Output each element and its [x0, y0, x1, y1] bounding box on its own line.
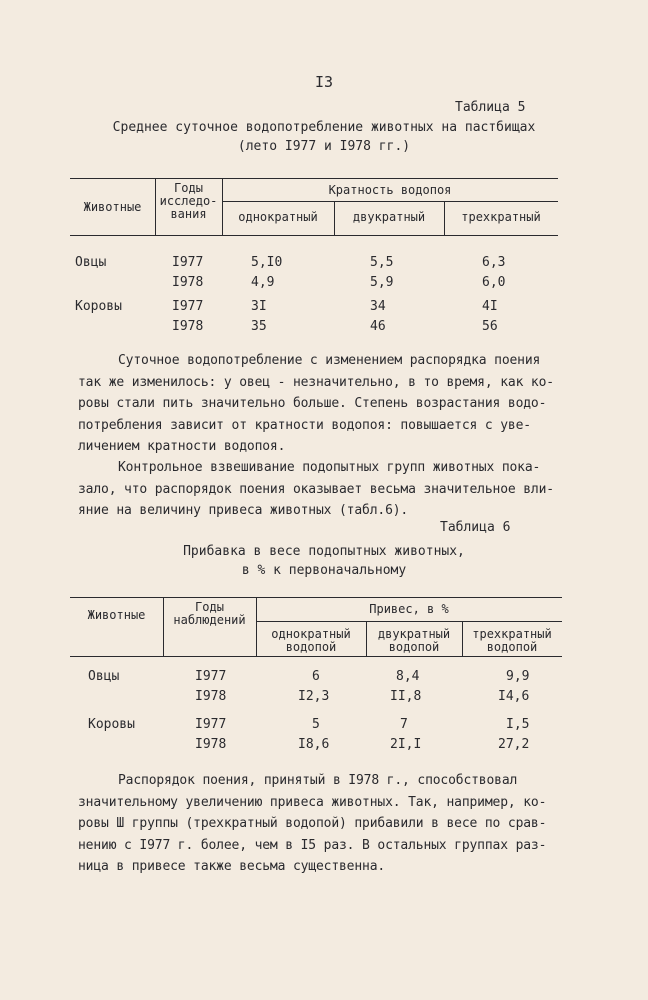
table5-sub-col-2: двукратный [352, 210, 426, 224]
table5-row1-animal: Овцы [75, 255, 107, 270]
table5-row3-v3: 4I [482, 299, 498, 314]
table6-row2-year: I978 [195, 689, 227, 704]
para1-line2: так же изменилось: у овец - незначительно, в то время, как ко- [78, 374, 554, 390]
table6-group-rule [256, 621, 562, 622]
table6-title-line2: в % к первоначальному [241, 563, 407, 578]
table5-title-line2: (лето I977 и I978 гг.) [237, 139, 411, 154]
table5-col-years-l1: Годы [174, 181, 203, 195]
table6-row2-v1: I2,3 [298, 689, 330, 704]
table6-row3-v3: I,5 [506, 717, 530, 732]
table6-row1-v2: 8,4 [396, 669, 420, 684]
table5-sub-col-1: однократный [238, 210, 318, 224]
para3-line1: Распорядок поения, принятый в I978 г., способствовал [118, 773, 518, 788]
table6-row4-v2: 2I,I [390, 737, 422, 752]
table5-row3-animal: Коровы [75, 299, 122, 314]
table5-header-rule [70, 235, 558, 236]
table6-row4-year: I978 [195, 737, 227, 752]
table5-row1-v2: 5,5 [370, 255, 394, 270]
para3-line3: ровы Ш группы (трехкратный водопой) прибавили в весе по срав- [78, 816, 547, 831]
table5-row2-v1: 4,9 [251, 275, 275, 290]
table5-row3-v2: 34 [370, 299, 386, 314]
para3-line5: ница в привесе также весьма существенна. [78, 859, 386, 874]
page-number: I3 [314, 73, 334, 91]
table6-row3-animal: Коровы [88, 717, 135, 732]
table6-sub3-l1: трехкратный [472, 627, 552, 641]
table5-label: Таблица 5 [455, 100, 526, 115]
table6-row1-year: I977 [195, 669, 227, 684]
paragraph-2 [78, 457, 573, 522]
para1-line1: Суточное водопотребление с изменением распорядка поения [118, 353, 541, 368]
table5-row1-v1: 5,I0 [251, 255, 283, 270]
table6-row3-v2: 7 [400, 717, 408, 732]
table6-label: Таблица 6 [440, 520, 511, 535]
table6-col-years-l2: наблюдений [173, 613, 246, 627]
table6-row2-v2: II,8 [390, 689, 422, 704]
table5-row3-v1: 3I [251, 299, 267, 314]
para1-line5: личением кратности водопоя. [78, 439, 286, 454]
table6-row1-v1: 6 [312, 669, 320, 684]
table6-top-rule [70, 597, 562, 598]
table5-row1-year: I977 [172, 255, 204, 270]
table6-col-years-l1: Годы [195, 600, 224, 614]
table6-sub2-l1: двукратный [377, 627, 451, 641]
table5-row3-year: I977 [172, 299, 204, 314]
table5-row2-v2: 5,9 [370, 275, 394, 290]
table5-sub-col-3: трехкратный [461, 210, 541, 224]
table6-row4-v1: I8,6 [298, 737, 330, 752]
table6-sub2-l2: водопой [388, 640, 440, 654]
para2-line3: яние на величину привеса животных (табл.6). [78, 503, 409, 518]
table5-top-rule [70, 178, 558, 179]
table5-row2-v3: 6,0 [482, 275, 506, 290]
paragraph-3 [78, 770, 573, 878]
table5-col-years-l2: исследо- [159, 194, 218, 208]
table6-row3-year: I977 [195, 717, 227, 732]
para1-line4: потребления зависит от кратности водопоя: повышается с уве- [78, 417, 531, 433]
table5-title-line1: Среднее суточное водопотребление животных на пастбищах [112, 120, 536, 135]
para3-line4: нению с I977 г. более, чем в I5 раз. В остальных группах раз- [78, 837, 547, 853]
table5-row1-v3: 6,3 [482, 255, 506, 270]
table6-row4-v3: 27,2 [498, 737, 530, 752]
table6-header-rule [70, 656, 562, 657]
table6-sub1-l1: однократный [271, 627, 351, 641]
table6-title-line1: Прибавка в весе подопытных животных, [183, 544, 465, 559]
table6-row3-v1: 5 [312, 717, 320, 732]
table6-sub3-l2: водопой [486, 640, 538, 654]
para3-line2: значительному увеличению привеса животных. Так, например, ко- [78, 794, 547, 810]
table6-row1-v3: 9,9 [506, 669, 530, 684]
para2-line1: Контрольное взвешивание подопытных групп животных пока- [118, 460, 541, 475]
table6-col-animals: Животные [87, 608, 146, 622]
table5-col-years-l3: вания [170, 207, 207, 221]
table5-col-animals: Животные [83, 200, 142, 214]
table5-row4-v3: 56 [482, 319, 498, 334]
paragraph-1 [78, 350, 573, 458]
table5-group-rule [222, 201, 558, 202]
table6-group-header: Привес, в % [369, 602, 449, 616]
table5-row4-v1: 35 [251, 319, 267, 334]
para2-line2: зало, что распорядок поения оказывает весьма значительное вли- [78, 481, 554, 497]
table6-row1-animal: Овцы [88, 669, 120, 684]
table5-row4-v2: 46 [370, 319, 386, 334]
para1-line3: ровы стали пить значительно больше. Степень возрастания водо- [78, 396, 547, 411]
table6-row2-v3: I4,6 [498, 689, 530, 704]
table6-sub1-l2: водопой [285, 640, 337, 654]
table5-row2-year: I978 [172, 275, 204, 290]
table5-row4-year: I978 [172, 319, 204, 334]
table5-group-header: Кратность водопоя [328, 183, 452, 197]
